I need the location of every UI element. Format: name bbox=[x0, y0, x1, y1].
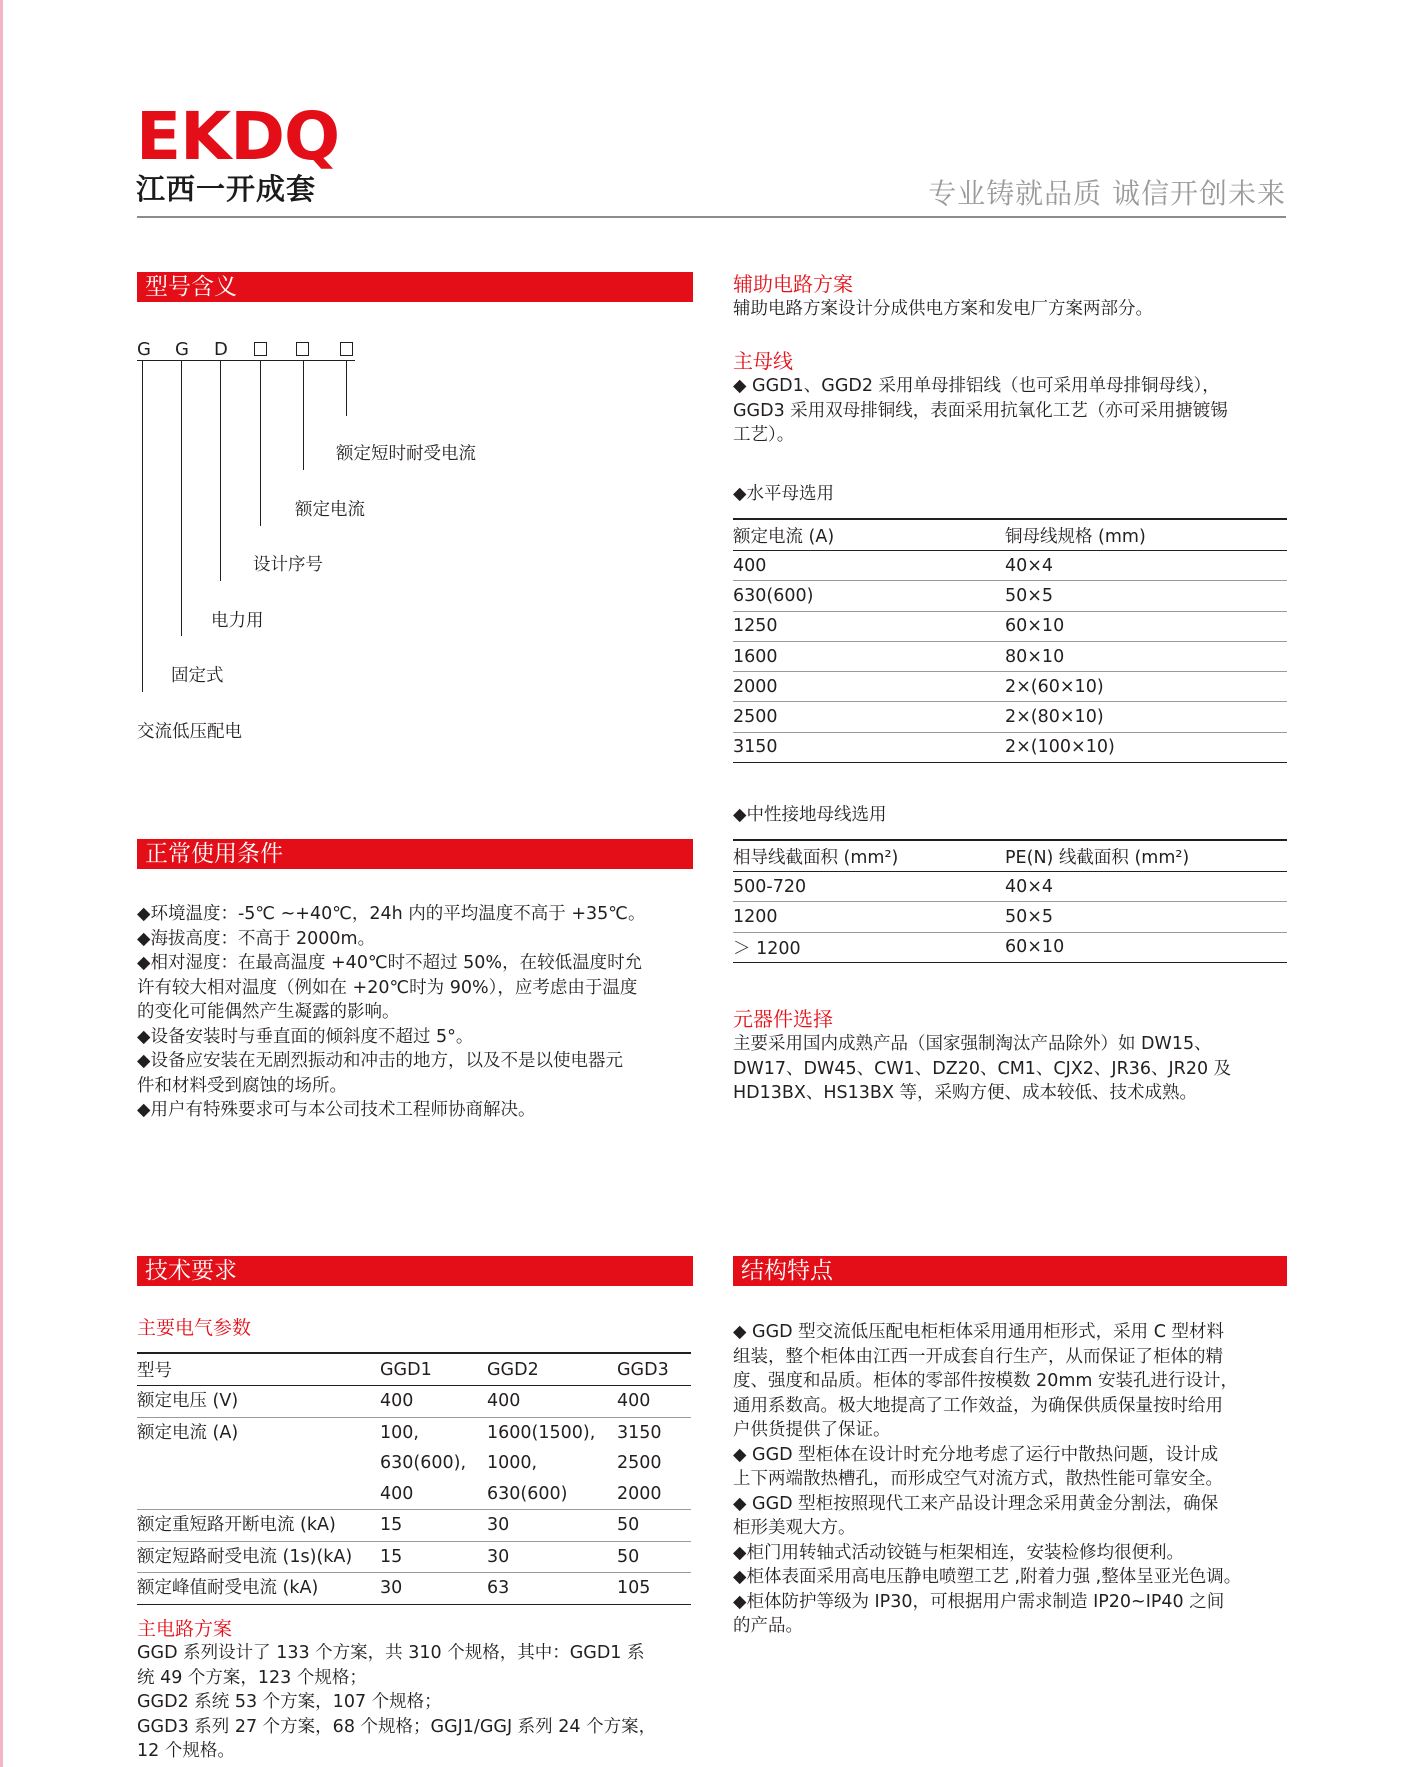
table-cell: 400 bbox=[487, 1386, 617, 1418]
table-header-cell: GGD1 bbox=[380, 1353, 487, 1386]
table-cell: 额定峰值耐受电流 (kA) bbox=[137, 1573, 380, 1605]
section-bar-tech: 技术要求 bbox=[137, 1256, 693, 1286]
conditions-line: ◆设备应安装在无剧烈振动和冲击的地方，以及不是以使电器元 bbox=[137, 1051, 623, 1071]
components-line: HD13BX、HS13BX 等，采购方便、成本较低、技术成熟。 bbox=[733, 1083, 1197, 1103]
table-row bbox=[733, 611, 1287, 641]
model-label-rated-current: 额定电流 bbox=[295, 500, 365, 520]
table-cell: 40×4 bbox=[1005, 551, 1287, 581]
table-header-cell: 型号 bbox=[137, 1353, 380, 1386]
model-label-design-no: 设计序号 bbox=[253, 555, 323, 575]
model-label-power: 电力用 bbox=[211, 611, 264, 631]
structure-line: 户供货提供了保证。 bbox=[733, 1420, 891, 1440]
table-cell: 2×(100×10) bbox=[1005, 732, 1287, 762]
table-header-cell: 铜母线规格 (mm) bbox=[1005, 519, 1287, 551]
main-circuit-line: GGD 系列设计了 133 个方案，共 310 个规格，其中：GGD1 系 bbox=[137, 1643, 645, 1663]
table-cell: 1600(1500), 1000, 630(600) bbox=[487, 1417, 617, 1510]
page-edge-strip bbox=[0, 0, 3, 1767]
neutral-busbar-caption: ◆中性接地母线选用 bbox=[733, 805, 887, 825]
table-cell: 3150 bbox=[733, 732, 1005, 762]
table-cell: 30 bbox=[487, 1541, 617, 1573]
table-row bbox=[733, 932, 1287, 962]
conditions-line: 件和材料受到腐蚀的场所。 bbox=[137, 1075, 347, 1096]
structure-line: ◆ GGD 型柜体在设计时充分地考虑了运行中散热问题，设计成 bbox=[733, 1444, 1219, 1465]
components-line: DW17、DW45、CW1、DZ20、CM1、CJX2、JR36、JR20 及 bbox=[733, 1058, 1232, 1079]
table-cell: 额定电流 (A) bbox=[137, 1417, 380, 1510]
conditions-line: ◆海拔高度：不高于 2000m。 bbox=[137, 928, 376, 949]
table-cell: 40×4 bbox=[1005, 872, 1287, 902]
table-header-row bbox=[733, 840, 1287, 872]
busbar-line: 工艺）。 bbox=[733, 425, 795, 445]
structure-line: ◆ GGD 型交流低压配电柜柜体采用通用柜形式，采用 C 型材料 bbox=[733, 1322, 1225, 1342]
model-leader-line bbox=[303, 361, 304, 470]
table-cell: 30 bbox=[487, 1510, 617, 1542]
table-row bbox=[733, 551, 1287, 581]
table-row bbox=[733, 902, 1287, 932]
table-cell: 500-720 bbox=[733, 872, 1005, 902]
structure-line: 通用系数高。极大地提高了工作效益，为确保供质保量按时给用 bbox=[733, 1395, 1223, 1416]
company-logo bbox=[136, 98, 346, 206]
table-row bbox=[733, 581, 1287, 611]
table-cell: 400 bbox=[380, 1386, 487, 1418]
conditions-line: ◆设备安装时与垂直面的倾斜度不超过 5°。 bbox=[137, 1026, 474, 1047]
table-cell: 30 bbox=[380, 1573, 487, 1605]
main-circuit-title: 主电路方案 bbox=[137, 1618, 233, 1640]
model-placeholder-box-1 bbox=[254, 342, 267, 356]
structure-line: ◆ GGD 型柜按照现代工来产品设计理念采用黄金分割法，确保 bbox=[733, 1493, 1219, 1514]
table-cell: 80×10 bbox=[1005, 641, 1287, 671]
table-cell: 额定短路耐受电流 (1s)(kA) bbox=[137, 1541, 380, 1573]
horizontal-busbar-caption: ◆水平母选用 bbox=[733, 484, 834, 504]
model-placeholder-box-2 bbox=[296, 342, 309, 356]
conditions-line: ◆相对湿度：在最高温度 +40℃时不超过 50%，在较低温度时允 bbox=[137, 953, 643, 973]
structure-line: 组装，整个柜体由江西一开成套自行生产，从而保证了柜体的精 bbox=[733, 1346, 1223, 1367]
busbar-text bbox=[733, 374, 1293, 448]
model-leader-line bbox=[260, 361, 261, 526]
table-header-cell: 相导线截面积 (mm²) bbox=[733, 840, 1005, 872]
components-text bbox=[733, 1032, 1293, 1106]
table-cell: 2500 bbox=[733, 702, 1005, 732]
neutral-busbar-table bbox=[733, 839, 1287, 963]
table-cell: 100, 630(600), 400 bbox=[380, 1417, 487, 1510]
table-header-row bbox=[733, 519, 1287, 551]
structure-line: 度、强度和品质。柜体的零部件按模数 20mm 安装孔进行设计， bbox=[733, 1371, 1238, 1391]
main-circuit-line: GGD2 系统 53 个方案，107 个规格； bbox=[137, 1692, 442, 1712]
table-header-row bbox=[137, 1353, 691, 1386]
table-cell: 50 bbox=[617, 1541, 691, 1573]
main-circuit-line: 统 49 个方案，123 个规格； bbox=[137, 1667, 367, 1688]
table-cell: 1250 bbox=[733, 611, 1005, 641]
horizontal-busbar-table bbox=[733, 518, 1287, 763]
model-label-fixed: 固定式 bbox=[171, 666, 224, 686]
table-row bbox=[137, 1510, 691, 1542]
table-row bbox=[733, 702, 1287, 732]
conditions-line: 的变化可能偶然产生凝露的影响。 bbox=[137, 1002, 400, 1022]
conditions-line: 许有较大相对温度（例如在 +20℃时为 90%），应考虑由于温度 bbox=[137, 977, 638, 998]
table-row bbox=[137, 1541, 691, 1573]
table-row bbox=[733, 641, 1287, 671]
model-letter-3: D bbox=[214, 339, 228, 360]
table-cell: 60×10 bbox=[1005, 932, 1287, 962]
main-circuit-line: GGD3 系列 27 个方案，68 个规格；GGJ1/GGJ 系列 24 个方案， bbox=[137, 1716, 657, 1737]
aux-text: 辅助电路方案设计分成供电方案和发电厂方案两部分。 bbox=[733, 299, 1153, 319]
section-bar-structure: 结构特点 bbox=[733, 1256, 1287, 1286]
table-cell: 2000 bbox=[733, 672, 1005, 702]
table-cell: 105 bbox=[617, 1573, 691, 1605]
model-code-underline bbox=[137, 360, 355, 361]
model-leader-line bbox=[142, 361, 143, 692]
table-cell: 额定电压 (V) bbox=[137, 1386, 380, 1418]
model-leader-line bbox=[346, 361, 347, 416]
main-circuit-text bbox=[137, 1641, 697, 1764]
table-cell: 50 bbox=[617, 1510, 691, 1542]
table-header-cell: GGD3 bbox=[617, 1353, 691, 1386]
table-cell: 400 bbox=[617, 1386, 691, 1418]
logo-wordmark: EKDQ bbox=[136, 98, 340, 175]
model-leader-line bbox=[181, 361, 182, 636]
model-letter-1: G bbox=[137, 339, 151, 360]
electrical-params-table bbox=[137, 1352, 691, 1605]
table-row bbox=[137, 1573, 691, 1605]
model-letter-2: G bbox=[175, 339, 189, 360]
table-cell: 50×5 bbox=[1005, 902, 1287, 932]
table-cell: 2×(80×10) bbox=[1005, 702, 1287, 732]
table-cell: 3150 2500 2000 bbox=[617, 1417, 691, 1510]
structure-line: 的产品。 bbox=[733, 1616, 803, 1636]
table-header-cell: PE(N) 线截面积 (mm²) bbox=[1005, 840, 1287, 872]
structure-line: 上下两端散热槽孔，而形成空气对流方式，散热性能可靠安全。 bbox=[733, 1469, 1223, 1489]
structure-line: ◆柜门用转轴式活动铰链与柜架相连，安装检修均很便利。 bbox=[733, 1542, 1184, 1563]
section-bar-conditions: 正常使用条件 bbox=[137, 839, 693, 869]
table-row bbox=[733, 872, 1287, 902]
table-row bbox=[733, 672, 1287, 702]
table-cell: 60×10 bbox=[1005, 611, 1287, 641]
electrical-params-title: 主要电气参数 bbox=[137, 1317, 252, 1339]
busbar-line: ◆ GGD1、GGD2 采用单母排铝线（也可采用单母排铜母线）， bbox=[733, 376, 1220, 396]
structure-line: ◆柜体表面采用高电压静电喷塑工艺 ,附着力强 ,整体呈亚光色调。 bbox=[733, 1567, 1242, 1587]
conditions-line: ◆环境温度：-5℃ ~+40℃，24h 内的平均温度不高于 +35℃。 bbox=[137, 904, 646, 924]
header-divider bbox=[137, 216, 1286, 218]
structure-line: ◆柜体防护等级为 IP30，可根据用户需求制造 IP20~IP40 之间 bbox=[733, 1591, 1225, 1612]
table-cell: 15 bbox=[380, 1510, 487, 1542]
model-label-short-time-current: 额定短时耐受电流 bbox=[336, 444, 476, 464]
busbar-title: 主母线 bbox=[733, 349, 793, 373]
table-header-cell: GGD2 bbox=[487, 1353, 617, 1386]
table-row bbox=[137, 1386, 691, 1418]
table-cell: ＞ 1200 bbox=[733, 932, 1005, 962]
table-cell: 1200 bbox=[733, 902, 1005, 932]
table-header-cell: 额定电流 (A) bbox=[733, 519, 1005, 551]
structure-text bbox=[733, 1320, 1293, 1639]
table-row bbox=[137, 1417, 691, 1510]
table-cell: 50×5 bbox=[1005, 581, 1287, 611]
table-cell: 400 bbox=[733, 551, 1005, 581]
section-bar-model: 型号含义 bbox=[137, 272, 693, 302]
table-cell: 630(600) bbox=[733, 581, 1005, 611]
main-circuit-line: 12 个规格。 bbox=[137, 1741, 235, 1761]
table-cell: 63 bbox=[487, 1573, 617, 1605]
structure-line: 柜形美观大方。 bbox=[733, 1518, 856, 1538]
logo-company-name: 江西一开成套 bbox=[136, 172, 317, 206]
conditions-line: ◆用户有特殊要求可与本公司技术工程师协商解决。 bbox=[137, 1100, 536, 1120]
model-leader-line bbox=[220, 361, 221, 581]
components-line: 主要采用国内成熟产品（国家强制淘汰产品除外）如 DW15、 bbox=[733, 1034, 1212, 1054]
model-placeholder-box-3 bbox=[340, 342, 353, 356]
table-cell: 1600 bbox=[733, 641, 1005, 671]
aux-title: 辅助电路方案 bbox=[733, 272, 853, 296]
table-cell: 2×(60×10) bbox=[1005, 672, 1287, 702]
table-cell: 额定重短路开断电流 (kA) bbox=[137, 1510, 380, 1542]
busbar-line: GGD3 采用双母排铜线，表面采用抗氧化工艺（亦可采用搪镀锡 bbox=[733, 400, 1228, 421]
model-label-ac-distribution: 交流低压配电 bbox=[137, 722, 242, 742]
table-cell: 15 bbox=[380, 1541, 487, 1573]
table-row bbox=[733, 732, 1287, 762]
conditions-text bbox=[137, 902, 697, 1123]
components-title: 元器件选择 bbox=[733, 1007, 833, 1031]
slogan: 专业铸就品质 诚信开创未来 bbox=[928, 177, 1286, 210]
